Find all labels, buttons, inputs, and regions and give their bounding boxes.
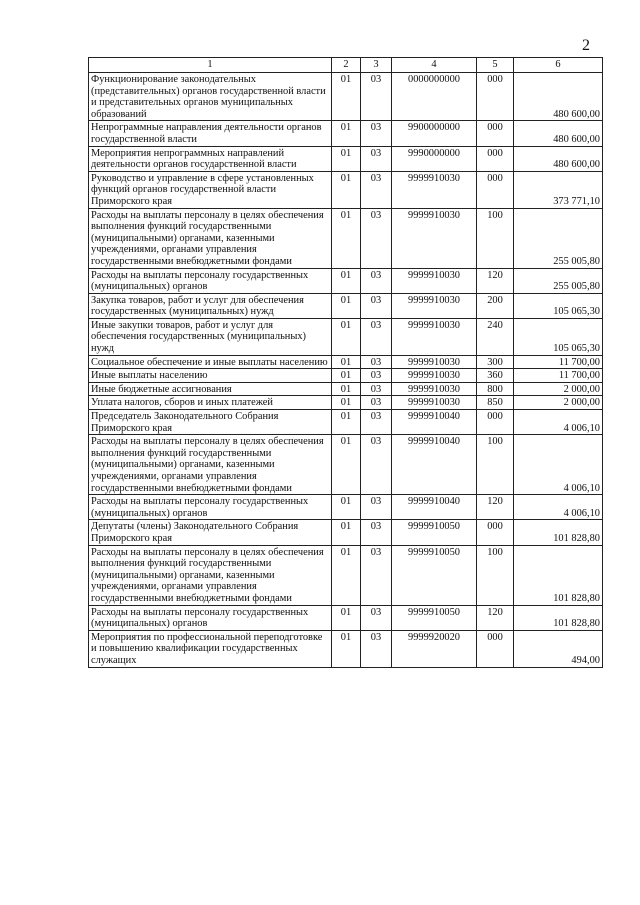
row-target-article-cell: 9900000000 [392, 121, 477, 146]
row-section-cell: 01 [332, 171, 361, 208]
row-section-cell: 01 [332, 73, 361, 121]
row-section-cell: 01 [332, 520, 361, 545]
row-section-cell: 01 [332, 630, 361, 667]
budget-table [88, 57, 603, 668]
row-expense-type-cell: 000 [477, 121, 514, 146]
row-amount-cell: 105 065,30 [514, 318, 603, 355]
row-target-article-cell: 9999910030 [392, 171, 477, 208]
row-subsection-cell: 03 [361, 121, 392, 146]
row-amount-cell: 2 000,00 [514, 396, 603, 410]
table-row [89, 146, 603, 171]
table-row [89, 435, 603, 495]
table-row [89, 73, 603, 121]
row-amount-cell: 373 771,10 [514, 171, 603, 208]
row-subsection-cell: 03 [361, 355, 392, 369]
row-section-cell: 01 [332, 382, 361, 396]
header-col-3: 3 [361, 58, 392, 73]
row-expense-type-cell: 100 [477, 545, 514, 605]
row-subsection-cell: 03 [361, 495, 392, 520]
row-section-cell: 01 [332, 318, 361, 355]
row-target-article-cell: 9999910030 [392, 382, 477, 396]
row-subsection-cell: 03 [361, 369, 392, 383]
row-name-cell: Расходы на выплаты персоналу в целях обеспечения выполнения функций государственными (муниципальными) органами, казенными учреждениями, органами управления государственными внебюджетными фондами [89, 208, 332, 268]
table-row [89, 410, 603, 435]
row-amount-cell: 4 006,10 [514, 435, 603, 495]
row-expense-type-cell: 100 [477, 435, 514, 495]
header-col-5: 5 [477, 58, 514, 73]
row-expense-type-cell: 850 [477, 396, 514, 410]
table-row [89, 520, 603, 545]
table-row [89, 293, 603, 318]
row-name-cell: Расходы на выплаты персоналу государственных (муниципальных) органов [89, 605, 332, 630]
row-target-article-cell: 9999910030 [392, 369, 477, 383]
row-target-article-cell: 9999910030 [392, 293, 477, 318]
row-section-cell: 01 [332, 146, 361, 171]
row-subsection-cell: 03 [361, 293, 392, 318]
table-row [89, 369, 603, 383]
row-expense-type-cell: 200 [477, 293, 514, 318]
row-section-cell: 01 [332, 410, 361, 435]
table-row [89, 268, 603, 293]
table-row [89, 208, 603, 268]
row-expense-type-cell: 000 [477, 146, 514, 171]
row-subsection-cell: 03 [361, 630, 392, 667]
row-name-cell: Иные бюджетные ассигнования [89, 382, 332, 396]
row-name-cell: Закупка товаров, работ и услуг для обеспечения государственных (муниципальных) нужд [89, 293, 332, 318]
table-row [89, 630, 603, 667]
row-amount-cell: 255 005,80 [514, 268, 603, 293]
table-row [89, 605, 603, 630]
row-expense-type-cell: 800 [477, 382, 514, 396]
row-name-cell: Расходы на выплаты персоналу в целях обеспечения выполнения функций государственными (муниципальными) органами, казенными учреждениями, органами управления государственными внебюджетными фондами [89, 545, 332, 605]
row-name-cell: Расходы на выплаты персоналу государственных (муниципальных) органов [89, 268, 332, 293]
row-name-cell: Непрограммные направления деятельности органов государственной власти [89, 121, 332, 146]
row-subsection-cell: 03 [361, 435, 392, 495]
row-amount-cell: 2 000,00 [514, 382, 603, 396]
row-expense-type-cell: 240 [477, 318, 514, 355]
row-amount-cell: 101 828,80 [514, 520, 603, 545]
row-target-article-cell: 9999920020 [392, 630, 477, 667]
row-subsection-cell: 03 [361, 410, 392, 435]
row-target-article-cell: 9999910050 [392, 605, 477, 630]
row-subsection-cell: 03 [361, 382, 392, 396]
row-amount-cell: 480 600,00 [514, 121, 603, 146]
row-section-cell: 01 [332, 208, 361, 268]
row-subsection-cell: 03 [361, 208, 392, 268]
row-expense-type-cell: 000 [477, 520, 514, 545]
row-target-article-cell: 0000000000 [392, 73, 477, 121]
row-name-cell: Председатель Законодательного Собрания Приморского края [89, 410, 332, 435]
row-amount-cell: 4 006,10 [514, 410, 603, 435]
table-row [89, 171, 603, 208]
table-row [89, 396, 603, 410]
row-expense-type-cell: 360 [477, 369, 514, 383]
row-name-cell: Функционирование законодательных (представительных) органов государственной власти и представительных органов муниципальных образований [89, 73, 332, 121]
row-section-cell: 01 [332, 396, 361, 410]
row-target-article-cell: 9999910050 [392, 545, 477, 605]
row-amount-cell: 255 005,80 [514, 208, 603, 268]
row-section-cell: 01 [332, 355, 361, 369]
row-amount-cell: 101 828,80 [514, 545, 603, 605]
row-target-article-cell: 9990000000 [392, 146, 477, 171]
row-name-cell: Депутаты (члены) Законодательного Собрания Приморского края [89, 520, 332, 545]
table-row [89, 121, 603, 146]
row-amount-cell: 4 006,10 [514, 495, 603, 520]
row-expense-type-cell: 000 [477, 410, 514, 435]
row-name-cell: Мероприятия непрограммных направлений деятельности органов государственной власти [89, 146, 332, 171]
table-header-row [89, 58, 603, 73]
row-subsection-cell: 03 [361, 520, 392, 545]
row-target-article-cell: 9999910030 [392, 208, 477, 268]
row-section-cell: 01 [332, 268, 361, 293]
row-target-article-cell: 9999910030 [392, 355, 477, 369]
row-subsection-cell: 03 [361, 268, 392, 293]
row-section-cell: 01 [332, 121, 361, 146]
row-expense-type-cell: 000 [477, 630, 514, 667]
row-amount-cell: 105 065,30 [514, 293, 603, 318]
row-subsection-cell: 03 [361, 318, 392, 355]
row-name-cell: Руководство и управление в сфере установленных функций органов государственной власти Приморского края [89, 171, 332, 208]
row-section-cell: 01 [332, 545, 361, 605]
row-target-article-cell: 9999910030 [392, 318, 477, 355]
row-subsection-cell: 03 [361, 171, 392, 208]
row-expense-type-cell: 120 [477, 268, 514, 293]
table-row [89, 382, 603, 396]
row-amount-cell: 480 600,00 [514, 73, 603, 121]
row-section-cell: 01 [332, 293, 361, 318]
row-name-cell: Уплата налогов, сборов и иных платежей [89, 396, 332, 410]
row-amount-cell: 480 600,00 [514, 146, 603, 171]
row-section-cell: 01 [332, 435, 361, 495]
row-name-cell: Социальное обеспечение и иные выплаты населению [89, 355, 332, 369]
row-target-article-cell: 9999910030 [392, 268, 477, 293]
row-amount-cell: 494,00 [514, 630, 603, 667]
table-row [89, 545, 603, 605]
table-row [89, 495, 603, 520]
header-col-1: 1 [89, 58, 332, 73]
row-section-cell: 01 [332, 495, 361, 520]
row-expense-type-cell: 120 [477, 605, 514, 630]
row-section-cell: 01 [332, 605, 361, 630]
row-name-cell: Мероприятия по профессиональной переподготовке и повышению квалификации государственных служащих [89, 630, 332, 667]
row-section-cell: 01 [332, 369, 361, 383]
row-target-article-cell: 9999910040 [392, 495, 477, 520]
row-target-article-cell: 9999910030 [392, 396, 477, 410]
row-subsection-cell: 03 [361, 73, 392, 121]
row-expense-type-cell: 300 [477, 355, 514, 369]
row-target-article-cell: 9999910040 [392, 410, 477, 435]
row-name-cell: Расходы на выплаты персоналу в целях обеспечения выполнения функций государственными (муниципальными) органами, казенными учреждениями, органами управления государственными внебюджетными фондами [89, 435, 332, 495]
row-subsection-cell: 03 [361, 146, 392, 171]
table-row [89, 355, 603, 369]
table-row [89, 318, 603, 355]
row-target-article-cell: 9999910040 [392, 435, 477, 495]
page-number: 2 [582, 37, 590, 54]
row-amount-cell: 11 700,00 [514, 369, 603, 383]
row-expense-type-cell: 000 [477, 171, 514, 208]
row-name-cell: Расходы на выплаты персоналу государственных (муниципальных) органов [89, 495, 332, 520]
row-expense-type-cell: 120 [477, 495, 514, 520]
row-amount-cell: 101 828,80 [514, 605, 603, 630]
row-name-cell: Иные закупки товаров, работ и услуг для обеспечения государственных (муниципальных) нужд [89, 318, 332, 355]
row-expense-type-cell: 000 [477, 73, 514, 121]
row-name-cell: Иные выплаты населению [89, 369, 332, 383]
header-col-4: 4 [392, 58, 477, 73]
budget-table-body [89, 58, 603, 668]
row-target-article-cell: 9999910050 [392, 520, 477, 545]
row-expense-type-cell: 100 [477, 208, 514, 268]
row-subsection-cell: 03 [361, 605, 392, 630]
row-amount-cell: 11 700,00 [514, 355, 603, 369]
row-subsection-cell: 03 [361, 545, 392, 605]
header-col-6: 6 [514, 58, 603, 73]
header-col-2: 2 [332, 58, 361, 73]
row-subsection-cell: 03 [361, 396, 392, 410]
